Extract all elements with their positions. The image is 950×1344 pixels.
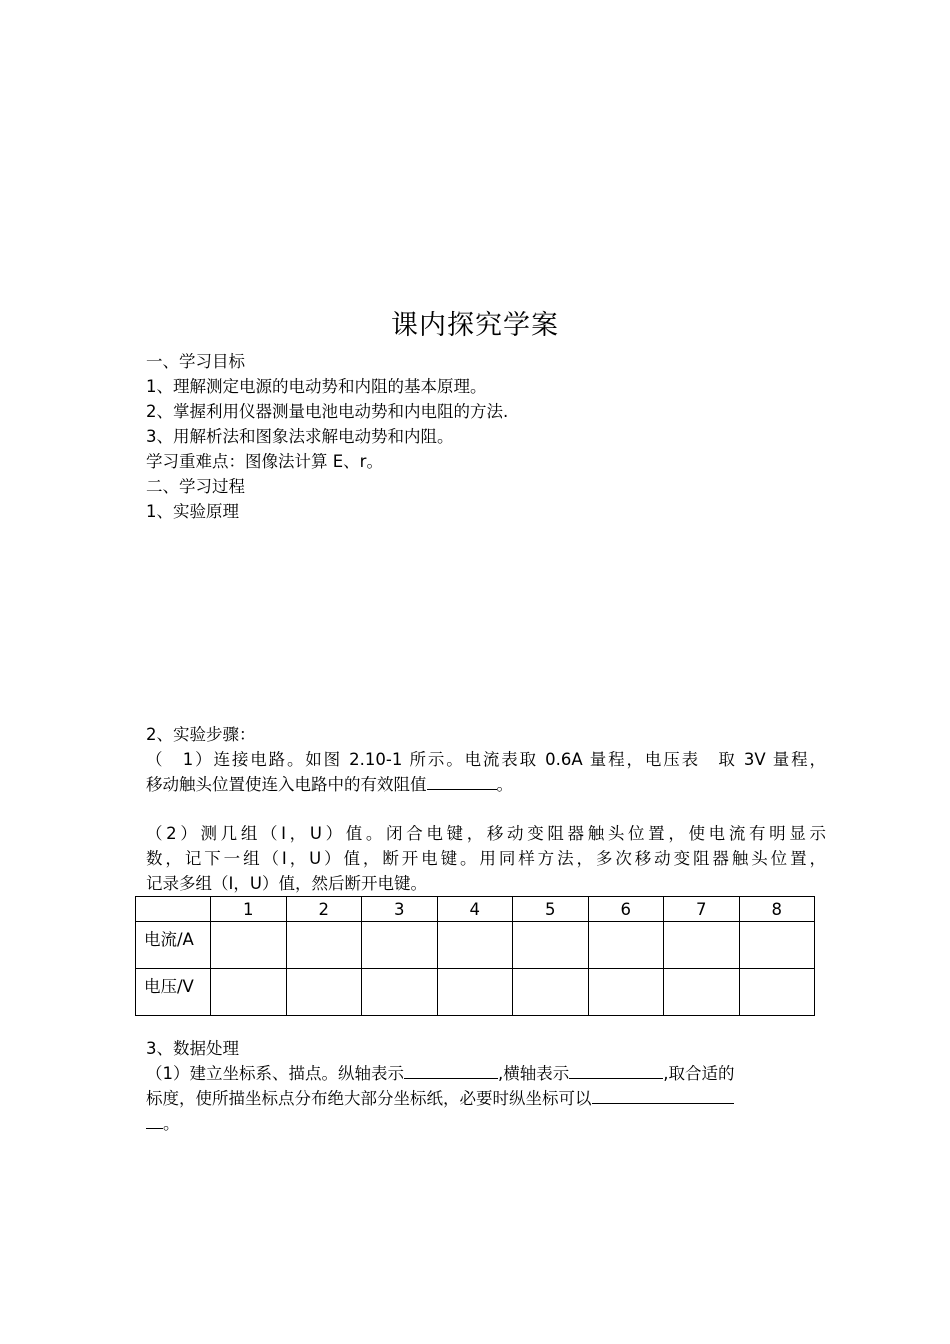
processing-line2	[146, 1086, 826, 1111]
table-cell[interactable]	[286, 969, 362, 1016]
key-difficulty: 学习重难点：图像法计算 E、r。	[146, 452, 383, 471]
fill-blank-vertical-scale[interactable]	[592, 1087, 734, 1104]
processing-line3	[146, 1111, 826, 1136]
step2-line1: （2）测几组（I，U）值。闭合电键，移动变阻器触头位置，使电流有明显示	[146, 824, 826, 843]
goal-item-3: 3、用解析法和图象法求解电动势和内阻。	[146, 427, 454, 446]
table-col-header: 3	[362, 897, 438, 922]
goal-item-1: 1、理解测定电源的电动势和内阻的基本原理。	[146, 377, 487, 396]
table-cell[interactable]	[362, 969, 438, 1016]
table-col-header: 8	[739, 897, 815, 922]
processing-line1-mid: ,横轴表示	[498, 1064, 570, 1083]
step1-line1: （ 1）连接电路。如图 2.10-1 所示。电流表取 0.6A 量程，电压表 取 3V 量程，	[146, 750, 826, 769]
fill-blank-resistance[interactable]	[427, 773, 497, 790]
table-col-header: 5	[513, 897, 589, 922]
table-cell[interactable]	[286, 922, 362, 969]
table-row-current	[136, 922, 815, 969]
table-cell[interactable]	[588, 969, 664, 1016]
table-col-header: 4	[437, 897, 513, 922]
page-title: 课内探究学案	[391, 310, 559, 341]
table-cell[interactable]	[211, 969, 287, 1016]
fill-blank-vertical-scale-cont[interactable]	[146, 1112, 163, 1129]
table-cell[interactable]	[739, 969, 815, 1016]
table-corner-cell	[136, 897, 211, 922]
row-label-voltage: 电压/V	[136, 969, 211, 1016]
table-col-header: 1	[211, 897, 287, 922]
processing-line1	[146, 1061, 826, 1086]
table-cell[interactable]	[513, 969, 589, 1016]
table-header-row	[136, 897, 815, 922]
step1-line2	[146, 772, 826, 797]
row-label-current: 电流/A	[136, 922, 211, 969]
fill-blank-vertical-axis[interactable]	[404, 1062, 498, 1079]
section-heading-process: 二、学习过程	[146, 477, 245, 496]
processing-line1-end: ,取合适的	[663, 1064, 735, 1083]
processing-line3-end: 。	[163, 1114, 180, 1133]
goal-item-2: 2、掌握利用仪器测量电池电动势和内电阻的方法.	[146, 402, 509, 421]
table-col-header: 2	[286, 897, 362, 922]
table-cell[interactable]	[362, 922, 438, 969]
table-cell[interactable]	[437, 922, 513, 969]
section-heading-goals: 一、学习目标	[146, 352, 245, 371]
subsection-principle: 1、实验原理	[146, 502, 239, 521]
table-cell[interactable]	[739, 922, 815, 969]
fill-blank-horizontal-axis[interactable]	[569, 1062, 663, 1079]
subsection-steps: 2、实验步骤：	[146, 725, 256, 744]
table-col-header: 7	[664, 897, 740, 922]
step2-line3: 记录多组（I，U）值，然后断开电键。	[146, 874, 427, 893]
table-row-voltage	[136, 969, 815, 1016]
table-cell[interactable]	[211, 922, 287, 969]
processing-line2-text: 标度，使所描坐标点分布绝大部分坐标纸，必要时纵坐标可以	[146, 1089, 592, 1108]
table-cell[interactable]	[437, 969, 513, 1016]
table-col-header: 6	[588, 897, 664, 922]
table-cell[interactable]	[664, 969, 740, 1016]
processing-line1-text: （1）建立坐标系、描点。纵轴表示	[146, 1064, 404, 1083]
step2-line2: 数，记下一组（I，U）值，断开电键。用同样方法，多次移动变阻器触头位置，	[146, 849, 826, 868]
subsection-data-processing: 3、数据处理	[146, 1039, 239, 1058]
data-table	[135, 896, 815, 1016]
table-cell[interactable]	[664, 922, 740, 969]
table-cell[interactable]	[513, 922, 589, 969]
table-cell[interactable]	[588, 922, 664, 969]
step1-line2-text: 移动触头位置使连入电路中的有效阻值	[146, 775, 427, 794]
step1-line2-end: 。	[496, 775, 513, 794]
